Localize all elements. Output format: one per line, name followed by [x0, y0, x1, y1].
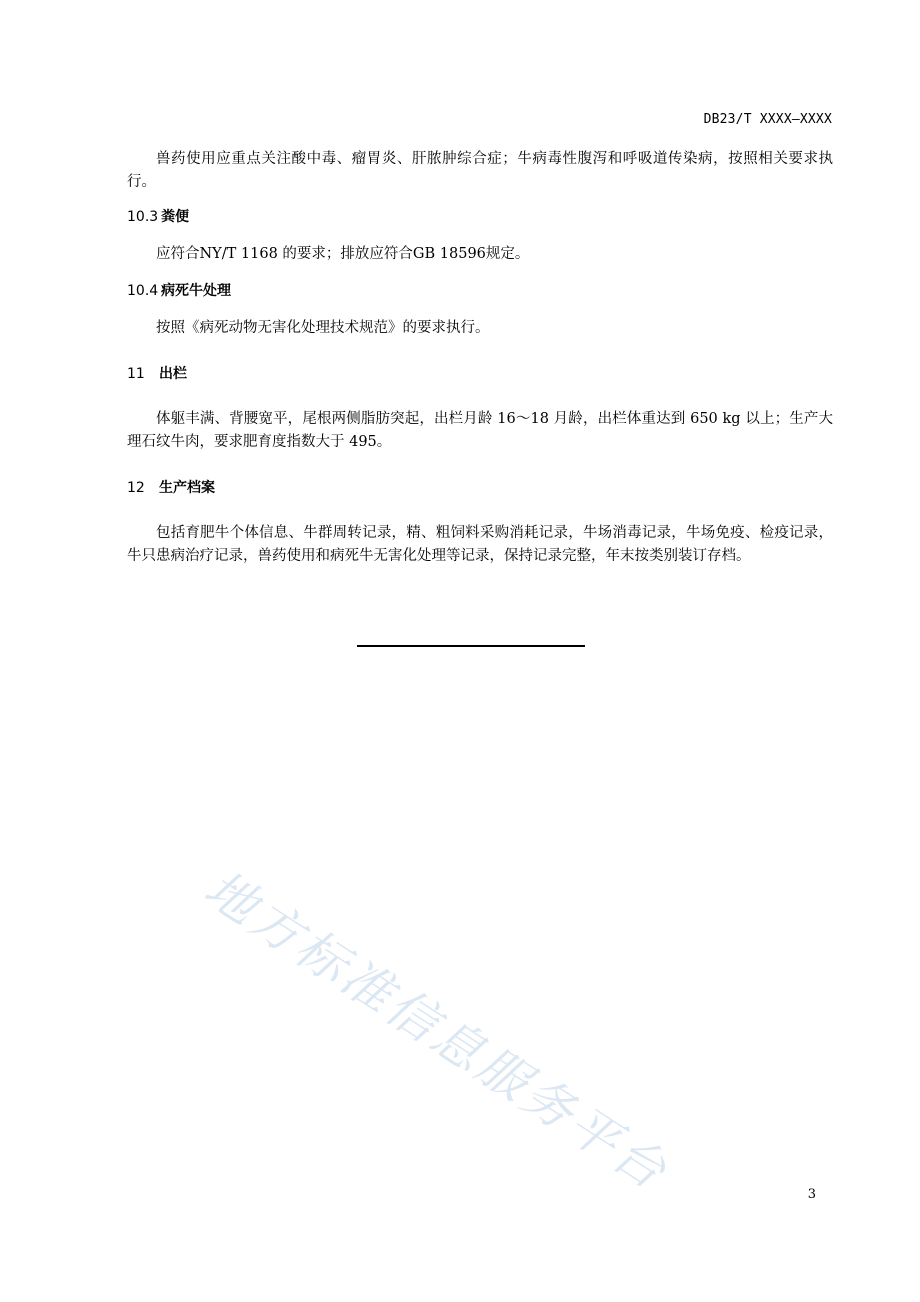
vet-drug-paragraph: 兽药使用应重点关注酸中毒、瘤胃炎、肝脓肿综合症；牛病毒性腹泻和呼吸道传染病，按照相关要求执行。 [127, 151, 833, 190]
page-number: 3 [807, 1187, 816, 1202]
section-number: 11 [127, 366, 145, 382]
watermark-text: 地方标准信息服务平台 [194, 859, 679, 1202]
section-10-3-text: 应符合NY/T 1168 的要求；排放应符合GB 18596规定。 [156, 246, 530, 262]
document-code: DB23/T XXXX—XXXX [703, 112, 832, 127]
section-12-text: 包括育肥牛个体信息、牛群周转记录，精、粗饲料采购消耗记录，牛场消毒记录，牛场免疫、检疫记录，牛只患病治疗记录，兽药使用和病死牛无害化处理等记录，保持记录完整，年末按类别装订存档。 [127, 525, 833, 564]
section-11-text: 体躯丰满、背腰宽平，尾根两侧脂肪突起，出栏月龄 16～18 月龄，出栏体重达到 650 kg 以上；生产大理石纹牛肉，要求肥育度指数大于 495。 [127, 411, 833, 450]
section-10-3-heading [127, 206, 833, 229]
section-title: 生产档案 [159, 480, 215, 496]
section-11-heading [127, 363, 833, 386]
section-10-4-text: 按照《病死动物无害化处理技术规范》的要求执行。 [156, 320, 490, 336]
section-title: 出栏 [159, 366, 187, 382]
section-12-heading [127, 477, 833, 500]
section-number: 12 [127, 480, 145, 496]
document-body [127, 148, 833, 568]
section-number: 10.3 [127, 209, 159, 225]
section-10-4-heading [127, 280, 833, 303]
section-number: 10.4 [127, 283, 159, 299]
section-title: 粪便 [161, 209, 189, 225]
end-of-document-rule [357, 645, 585, 647]
section-title: 病死牛处理 [161, 283, 231, 299]
